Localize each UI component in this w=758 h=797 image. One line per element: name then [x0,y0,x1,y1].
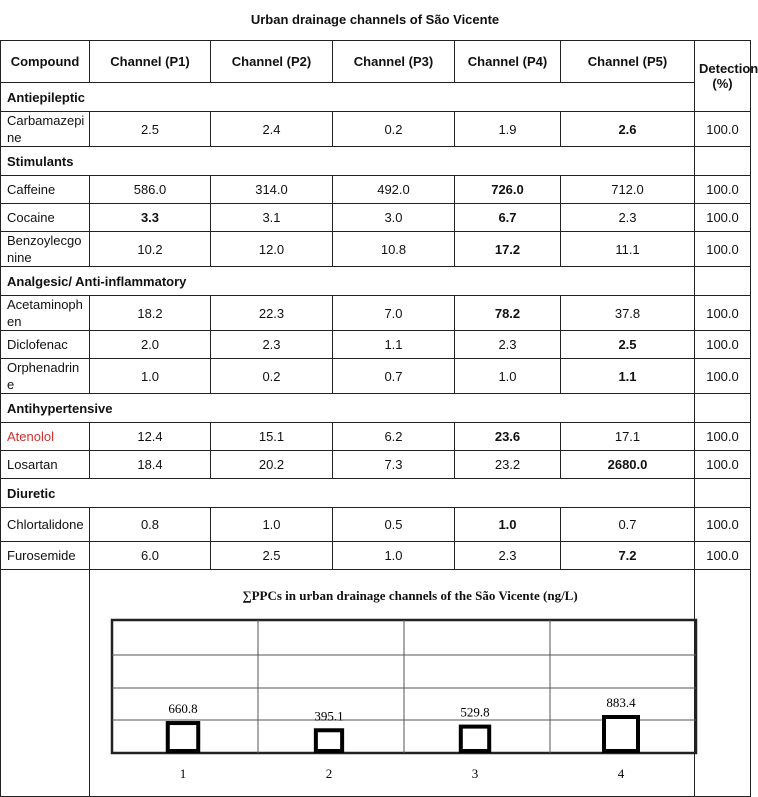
detection-cell: 100.0 [695,112,751,147]
compound-name: Orphenadrine [1,359,90,394]
compound-name: Caffeine [1,176,90,204]
value-cell: 3.1 [211,204,333,232]
value-cell: 2.3 [455,542,561,570]
compound-name: Carbamazepine [1,112,90,147]
value-cell: 6.2 [333,423,455,451]
column-header: Channel (P4) [455,41,561,83]
value-cell: 1.0 [90,359,211,394]
value-cell: 78.2 [455,296,561,331]
value-cell: 17.1 [561,423,695,451]
value-cell: 15.1 [211,423,333,451]
data-label: 529.8 [460,704,490,720]
value-cell: 7.3 [333,451,455,479]
value-cell: 0.7 [333,359,455,394]
chart-cell [90,570,695,797]
table-row [1,423,751,451]
value-cell: 1.9 [455,112,561,147]
data-label: 883.4 [606,695,636,710]
detection-cell: 100.0 [695,176,751,204]
value-cell: 2.3 [561,204,695,232]
value-cell: 23.6 [455,423,561,451]
table-row [1,331,751,359]
detection-cell: 100.0 [695,331,751,359]
results-table [0,40,758,797]
data-label: 660.8 [168,701,198,717]
value-cell: 1.0 [455,508,561,542]
value-cell: 2.3 [211,331,333,359]
detection-cell: 100.0 [695,508,751,542]
detection-cell: 100.0 [695,451,751,479]
value-cell: 2.6 [561,112,695,147]
data-label: 395.1 [314,708,344,724]
value-cell: 7.2 [561,542,695,570]
detection-cell: 100.0 [695,232,751,267]
value-cell: 2.5 [90,112,211,147]
value-cell: 12.4 [90,423,211,451]
value-cell: 712.0 [561,176,695,204]
detection-cell: 100.0 [695,542,751,570]
column-header: Detection (%) [695,41,751,112]
value-cell: 2.3 [455,331,561,359]
value-cell: 1.1 [333,331,455,359]
value-cell: 2.4 [211,112,333,147]
header-row [1,41,751,83]
group-name: Antihypertensive [1,394,695,423]
value-cell: 0.7 [561,508,695,542]
compound-name: Chlortalidone [1,508,90,542]
value-cell: 1.0 [333,542,455,570]
detection-cell: 100.0 [695,204,751,232]
value-cell: 1.0 [455,359,561,394]
value-cell: 6.0 [90,542,211,570]
bar-chart [90,570,693,796]
value-cell: 0.2 [333,112,455,147]
x-tick-label: 3 [471,766,479,781]
group-row [1,83,751,112]
group-name: Antiepileptic [1,83,695,112]
value-cell: 23.2 [455,451,561,479]
value-cell: 2.5 [561,331,695,359]
value-cell: 2.5 [211,542,333,570]
chart-title: ∑PPCs in urban drainage channels of the São Vicente (ng/L) [242,588,578,603]
value-cell: 2680.0 [561,451,695,479]
value-cell: 0.2 [211,359,333,394]
value-cell: 10.8 [333,232,455,267]
value-cell: 726.0 [455,176,561,204]
chart-row [1,570,751,797]
column-header: Channel (P1) [90,41,211,83]
value-cell: 1.0 [211,508,333,542]
value-cell: 11.1 [561,232,695,267]
value-cell: 492.0 [333,176,455,204]
bar [461,727,489,751]
group-name: Analgesic/ Anti-inflammatory [1,267,695,296]
table-row [1,296,751,331]
empty-cell [695,394,751,423]
compound-name: Cocaine [1,204,90,232]
value-cell: 20.2 [211,451,333,479]
x-tick-label: 1 [179,766,187,781]
column-header: Compound [1,41,90,83]
value-cell: 12.0 [211,232,333,267]
group-row [1,394,751,423]
table-title: Urban drainage channels of São Vicente [250,12,500,27]
compound-name: Atenolol [1,423,90,451]
value-cell: 17.2 [455,232,561,267]
detection-cell: 100.0 [695,423,751,451]
table-row [1,112,751,147]
value-cell: 22.3 [211,296,333,331]
value-cell: 10.2 [90,232,211,267]
value-cell: 7.0 [333,296,455,331]
table-row [1,451,751,479]
empty-cell [695,147,751,176]
table-row [1,508,751,542]
compound-name: Losartan [1,451,90,479]
group-name: Stimulants [1,147,695,176]
chart [90,570,694,796]
value-cell: 586.0 [90,176,211,204]
table-row [1,542,751,570]
detection-cell: 100.0 [695,296,751,331]
column-header: Channel (P2) [211,41,333,83]
value-cell: 18.2 [90,296,211,331]
value-cell: 2.0 [90,331,211,359]
value-cell: 1.1 [561,359,695,394]
group-row [1,147,751,176]
bar [168,723,198,751]
compound-name: Acetaminophen [1,296,90,331]
table-row [1,204,751,232]
group-row [1,267,751,296]
value-cell: 6.7 [455,204,561,232]
bar [604,717,638,751]
empty-cell [1,570,90,797]
bar [316,730,342,751]
group-row [1,479,751,508]
value-cell: 0.8 [90,508,211,542]
table-row [1,232,751,267]
group-name: Diuretic [1,479,695,508]
value-cell: 314.0 [211,176,333,204]
value-cell: 3.0 [333,204,455,232]
x-tick-label: 2 [325,766,333,781]
compound-name: Benzoylecgonine [1,232,90,267]
value-cell: 18.4 [90,451,211,479]
empty-cell [695,570,751,797]
empty-cell [695,479,751,508]
empty-cell [695,267,751,296]
table-row [1,359,751,394]
compound-name: Diclofenac [1,331,90,359]
value-cell: 0.5 [333,508,455,542]
detection-cell: 100.0 [695,359,751,394]
x-tick-label: 4 [617,766,625,781]
table-row [1,176,751,204]
value-cell: 37.8 [561,296,695,331]
column-header: Channel (P5) [561,41,695,83]
column-header: Channel (P3) [333,41,455,83]
compound-name: Furosemide [1,542,90,570]
value-cell: 3.3 [90,204,211,232]
